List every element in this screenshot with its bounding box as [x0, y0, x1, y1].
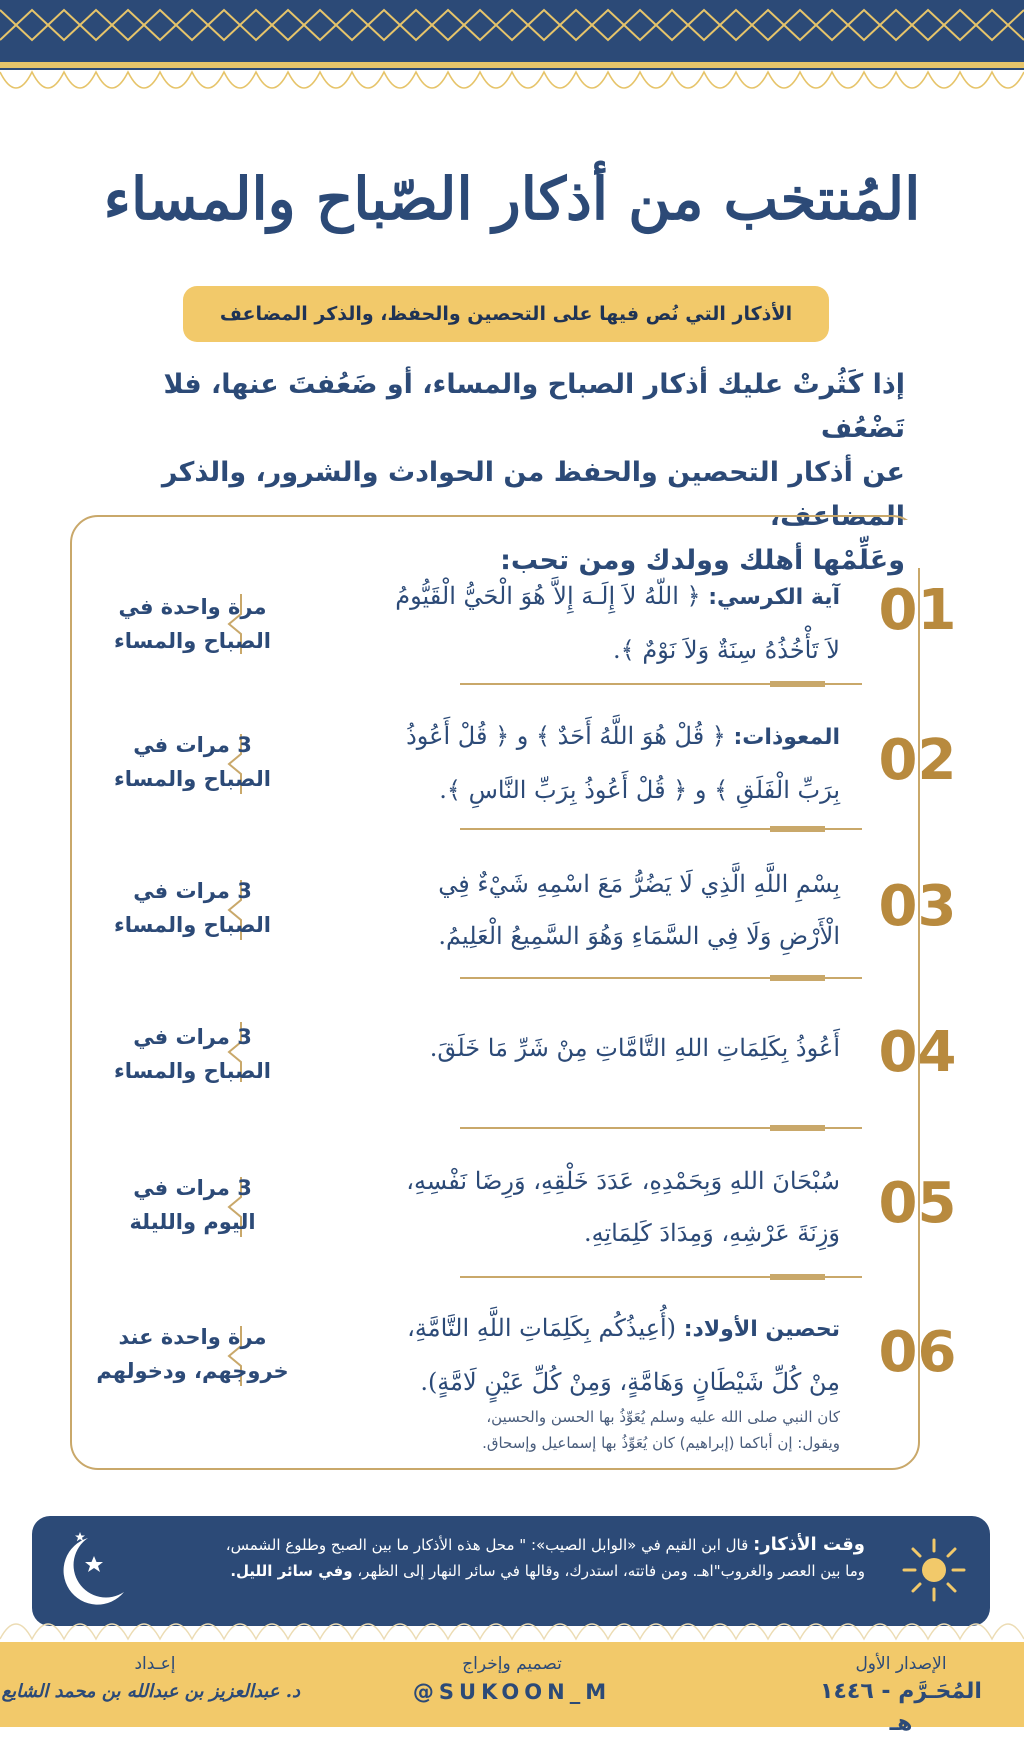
design-label: تصميم وإخراج — [462, 1654, 562, 1674]
dhikr-text — [340, 858, 840, 962]
prepared-name: د. عبدالعزيز بن عبدالله بن محمد الشايع — [1, 1681, 300, 1702]
dhikr-times — [90, 1020, 295, 1088]
footer-prepared — [1, 1652, 300, 1708]
footer-design — [387, 1652, 637, 1708]
row-divider — [460, 1276, 862, 1278]
dhikr-line: أَعُوذُ بِكَلِمَاتِ اللهِ التَّامَّاتِ مِنْ شَرِّ مَا خَلَقَ. — [429, 1034, 840, 1062]
intro-line: عن أذكار التحصين والحفظ من الحوادث والشرور، والذكر المضاعف، — [161, 457, 905, 532]
subtitle-banner: الأذكار التي نُص فيها على التحصين والحفظ، والذكر المضاعف — [183, 286, 829, 342]
times-line: مرة واحدة عند — [118, 1325, 267, 1349]
times-line: مرة واحدة في — [118, 595, 267, 619]
row-divider — [460, 683, 862, 685]
design-handle: @SUKOON_M — [412, 1680, 612, 1704]
dhikr-line: بِرَبِّ الْفَلَقِ ﴾ و ﴿ قُلْ أَعُوذُ بِرَبِّ النَّاسِ ﴾. — [439, 776, 840, 804]
dhikr-number: 05 — [878, 1171, 957, 1236]
time-label: وقت الأذكار: — [753, 1534, 865, 1555]
row-divider — [460, 1127, 862, 1129]
dhikr-text — [340, 1302, 840, 1408]
edition-label: الإصدار الأول — [855, 1654, 947, 1674]
footer-band — [0, 1642, 1024, 1736]
row-divider — [460, 977, 862, 979]
prepared-label: إعـداد — [134, 1654, 176, 1674]
top-ornament-band — [0, 0, 1024, 70]
dhikr-line: سُبْحَانَ اللهِ وَبِحَمْدِهِ، عَدَدَ خَلْقِهِ، وَرِضَا نَفْسِهِ، — [406, 1167, 840, 1195]
top-ornament-pattern — [0, 70, 1024, 110]
dhikr-text — [340, 710, 840, 816]
time-section-text — [135, 1532, 865, 1584]
dhikr-text — [340, 1022, 840, 1074]
dhikr-line: ﴿ قُلْ هُوَ اللَّهُ أَحَدٌ ﴾ و ﴿ قُلْ أَعُوذُ — [406, 722, 726, 750]
times-line: خروجهم، ودخولهم — [96, 1359, 289, 1383]
dhikr-label: المعوذات: — [733, 725, 840, 750]
dhikr-number: 02 — [878, 728, 957, 793]
times-line: اليوم والليلة — [129, 1210, 256, 1234]
dhikr-number: 01 — [878, 578, 957, 643]
note-line: كان النبي صلى الله عليه وسلم يُعَوِّذُ بها الحسن والحسين، — [486, 1408, 840, 1426]
dhikr-line: لاَ تَأْخُذُهُ سِنَةٌ وَلاَ نَوْمٌ ﴾. — [613, 636, 840, 664]
times-line: الصباح والمساء — [114, 1059, 271, 1083]
bottom-ornament-pattern — [0, 1605, 1024, 1641]
times-line: 3 مرات في — [133, 879, 252, 903]
time-line: وما بين العصر والغروب"اهـ. ومن فاتته، استدرك، وقالها في سائر النهار إلى الظهر، — [352, 1562, 865, 1580]
sun-icon — [900, 1536, 968, 1604]
dhikr-text — [340, 1155, 840, 1259]
time-line-bold: وفي سائر الليل. — [230, 1562, 353, 1580]
time-line: قال ابن القيم في «الوابل الصيب»: " محل هذه الأذكار ما بين الصبح وطلوع الشمس، — [225, 1536, 749, 1554]
dhikr-number: 04 — [878, 1020, 957, 1085]
dhikr-label: تحصين الأولاد: — [683, 1317, 840, 1342]
dhikr-times — [90, 874, 295, 942]
intro-line: إذا كَثُرتْ عليك أذكار الصباح والمساء، أو ضَعُفتَ عنها، فلا تَضْعُف — [163, 369, 905, 444]
dhikr-line: بِسْمِ اللَّهِ الَّذِي لَا يَضُرُّ مَعَ اسْمِهِ شَيْءٌ فِي — [438, 870, 840, 898]
dhikr-number: 06 — [878, 1320, 957, 1385]
times-line: الصباح والمساء — [114, 629, 271, 653]
dhikr-number: 03 — [878, 874, 957, 939]
page-title: المُنتخب من أذكار الصّباح والمساء — [103, 165, 921, 233]
note-line: ويقول: إن أباكما (إبراهيم) كان يُعَوِّذُ بها إسماعيل وإسحاق. — [482, 1434, 840, 1452]
dhikr-text — [340, 570, 840, 676]
dhikr-times — [90, 728, 295, 796]
dhikr-line: وَزِنَةَ عَرْشِهِ، وَمِدَادَ كَلِمَاتِهِ. — [583, 1219, 840, 1247]
times-line: الصباح والمساء — [114, 767, 271, 791]
dhikr-times — [90, 590, 295, 658]
times-line: 3 مرات في — [133, 1025, 252, 1049]
dhikr-line: ﴿ اللّهُ لاَ إِلَـهَ إِلاَّ هُوَ الْحَيُّ الْقَيُّومُ — [395, 582, 701, 610]
dhikr-note — [280, 1404, 840, 1456]
dhikr-line: (أُعِيذُكُم بِكَلِمَاتِ اللَّهِ التَّامَّةِ، — [407, 1314, 677, 1342]
moon-star-icon — [50, 1526, 130, 1616]
dhikr-times — [90, 1320, 295, 1388]
edition-date: المُحَـرَّم - ١٤٤٦ هـ — [820, 1679, 982, 1736]
dhikr-label: آية الكرسي: — [708, 585, 840, 610]
times-line: الصباح والمساء — [114, 913, 271, 937]
intro-line: وعَلِّمْها أهلك وولدك ومن تحب: — [500, 545, 905, 576]
row-divider — [460, 828, 862, 830]
dhikr-line: مِنْ كُلِّ شَيْطَانٍ وَهَامَّةٍ، وَمِنْ كُلِّ عَيْنٍ لَامَّةٍ). — [420, 1368, 840, 1396]
times-line: 3 مرات في — [133, 1176, 252, 1200]
dhikr-line: الْأَرْضِ وَلَا فِي السَّمَاءِ وَهُوَ السَّمِيعُ الْعَلِيمُ. — [438, 922, 840, 950]
dhikr-times — [90, 1171, 295, 1239]
times-line: 3 مرات في — [133, 733, 252, 757]
